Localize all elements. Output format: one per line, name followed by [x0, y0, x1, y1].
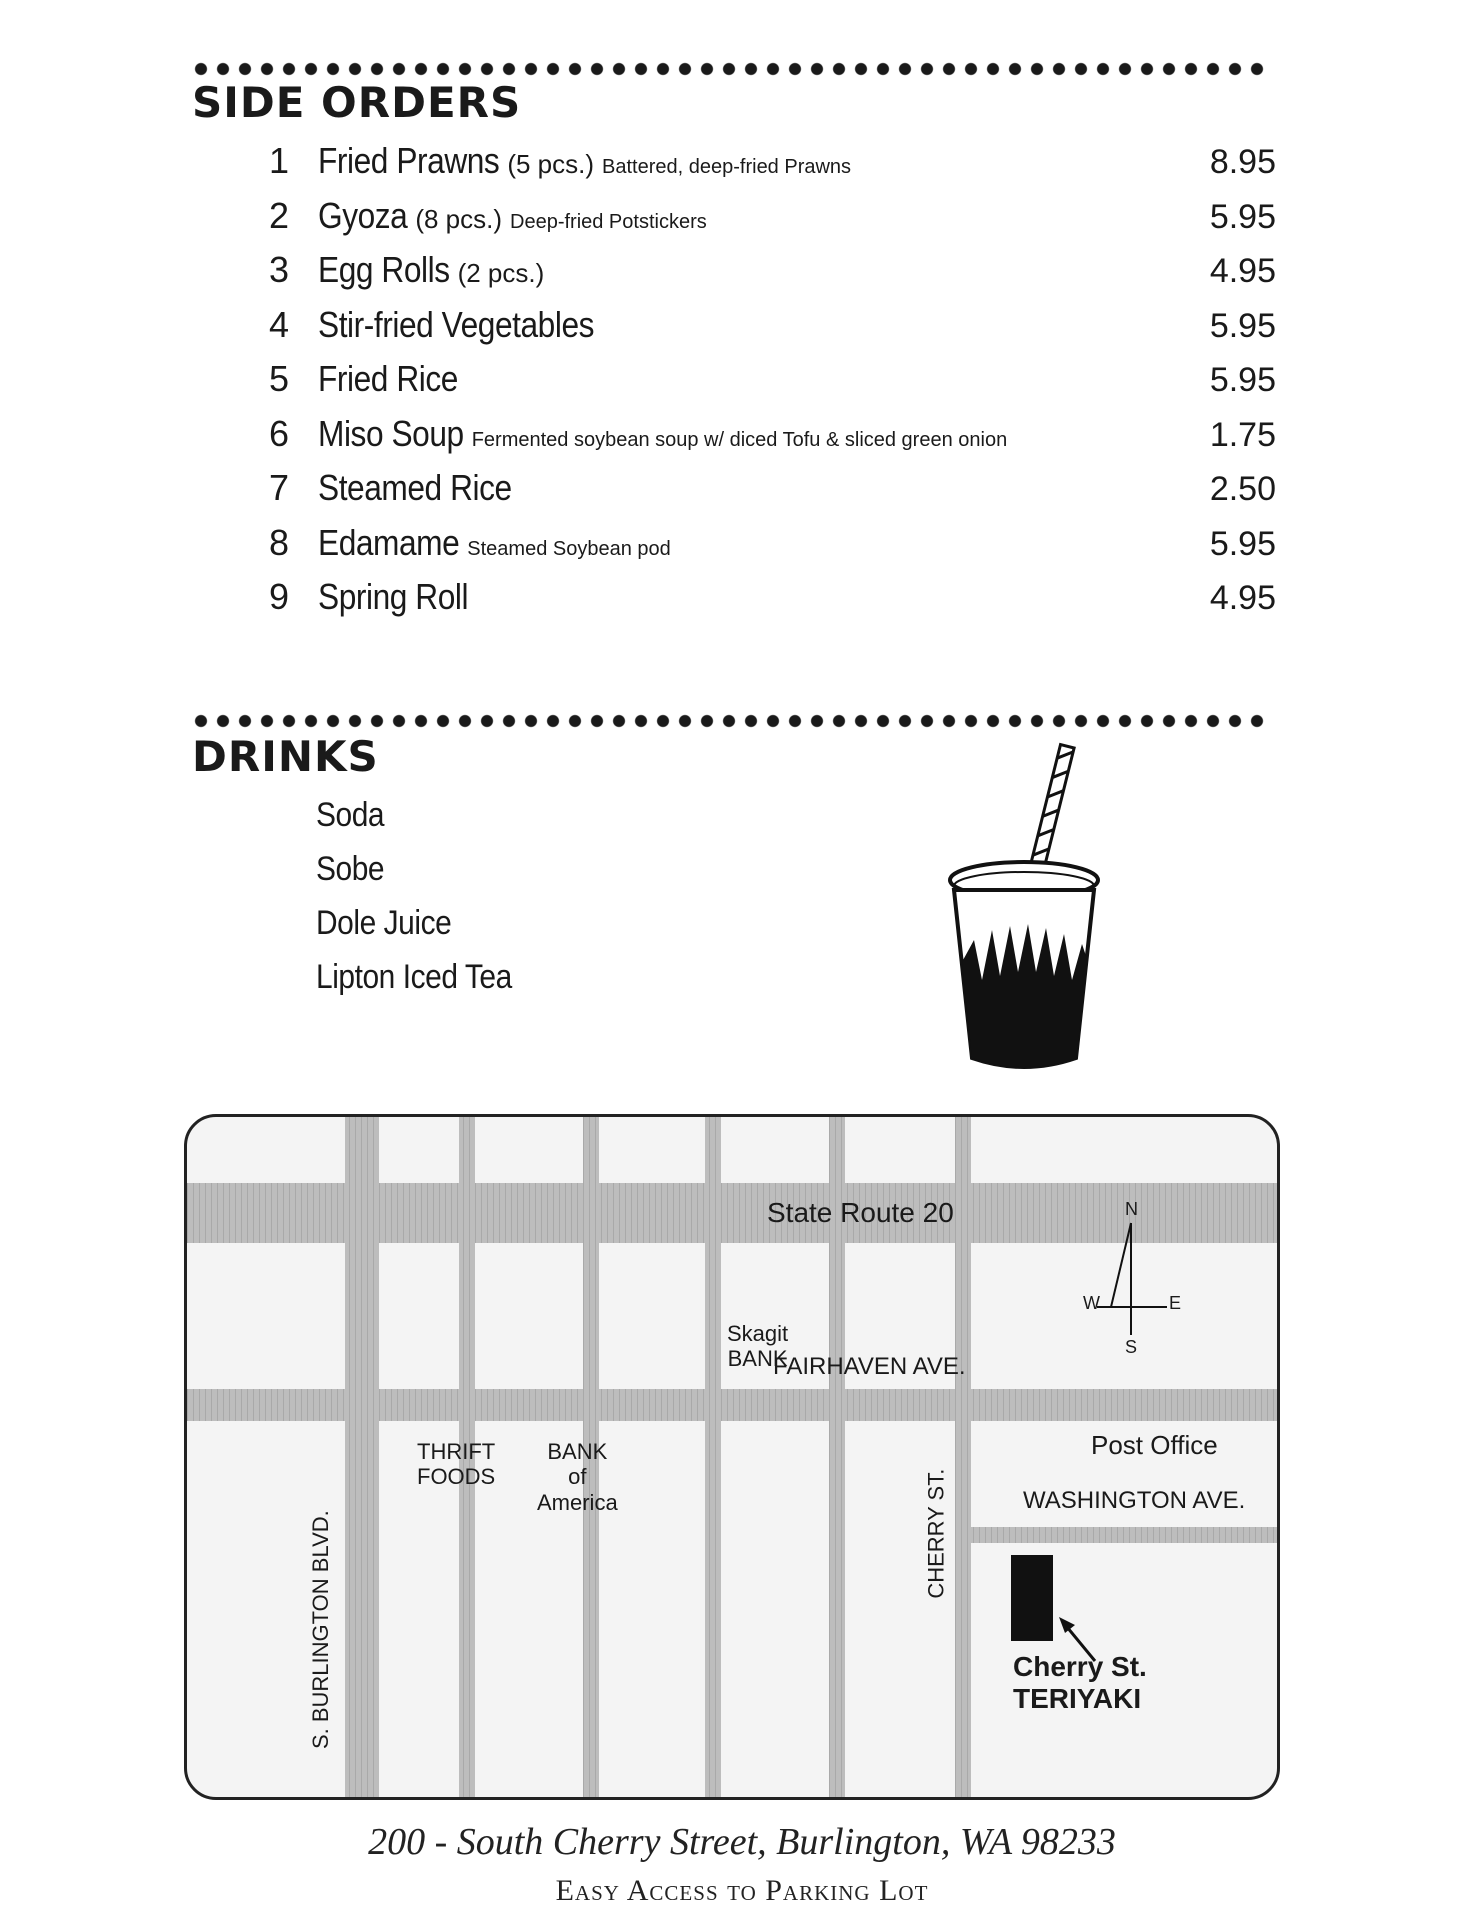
item-price: 8.95: [1209, 143, 1276, 181]
menu-item-row: [240, 522, 1276, 572]
skagit-bank-label: Skagit BANK: [727, 1321, 789, 1372]
menu-item-row: [240, 249, 1276, 299]
restaurant-label: Cherry St. TERIYAKI: [1013, 1651, 1147, 1715]
drink-item: Lipton Iced Tea: [316, 958, 512, 996]
item-name: Edamame: [318, 521, 460, 563]
post-office-label: Post Office: [1091, 1430, 1218, 1460]
item-price: 4.95: [1209, 252, 1276, 290]
fairhaven-ave-label: FAIRHAVEN AVE.: [773, 1353, 966, 1380]
address: 200 - South Cherry Street, Burlington, WA 98233: [368, 1821, 1116, 1863]
item-description: Steamed Soybean pod: [467, 537, 671, 560]
menu-item-row: [240, 140, 1276, 190]
compass-east: E: [1169, 1293, 1182, 1313]
item-name: Fried Rice: [318, 358, 458, 399]
menu-item-row: [240, 195, 1276, 245]
dot-divider-top: [190, 62, 1272, 76]
menu-item-row: [240, 358, 1276, 408]
item-price: 1.75: [1209, 415, 1276, 454]
compass-west: W: [1083, 1293, 1100, 1313]
cherry-st-label: CHERRY ST.: [923, 1468, 949, 1599]
item-description: Deep-fried Potstickers: [510, 210, 707, 233]
item-description: Fermented soybean soup w/ diced Tofu & sliced green onion: [471, 428, 1008, 451]
location-map: [184, 1114, 1280, 1800]
item-price: 5.95: [1209, 524, 1276, 563]
item-number: 2: [268, 194, 290, 236]
drink-item: Dole Juice: [316, 904, 452, 942]
drinks-heading: DRINKS: [192, 732, 379, 781]
item-name: Miso Soup: [318, 412, 464, 454]
menu-item-row: [240, 413, 1276, 463]
item-price: 4.95: [1209, 579, 1276, 617]
dot-divider-middle: [190, 714, 1272, 728]
item-name: Egg Rolls: [318, 249, 450, 290]
item-number: 3: [268, 249, 290, 290]
item-quantity: (8 pcs.): [415, 203, 502, 234]
thrift-foods-label: THRIFT FOODS: [417, 1439, 496, 1490]
compass-south: S: [1125, 1337, 1138, 1357]
washington-ave-label: WASHINGTON AVE.: [1023, 1487, 1246, 1514]
item-number: 8: [268, 521, 290, 563]
side-orders-heading: SIDE ORDERS: [192, 78, 522, 127]
menu-item-row: [240, 304, 1276, 354]
menu-item-row: [240, 467, 1276, 517]
bank-of-america-label: BANK of America: [537, 1439, 618, 1515]
item-name: Steamed Rice: [318, 467, 512, 508]
item-number: 9: [268, 576, 290, 617]
item-price: 5.95: [1209, 306, 1276, 345]
item-number: 5: [268, 358, 290, 399]
item-number: 1: [268, 140, 290, 181]
item-quantity: (2 pcs.): [457, 258, 545, 288]
item-price: 5.95: [1209, 361, 1276, 399]
item-quantity: (5 pcs.): [507, 149, 595, 179]
parking-note: Easy Access to Parking Lot: [555, 1874, 929, 1907]
item-name: Gyoza: [318, 194, 408, 236]
menu-item-row: [240, 576, 1276, 626]
item-name: Spring Roll: [318, 576, 469, 617]
drink-item: Soda: [316, 796, 385, 834]
item-name: Fried Prawns: [318, 140, 500, 181]
item-price: 5.95: [1209, 197, 1276, 236]
compass-north: N: [1125, 1199, 1138, 1219]
burlington-blvd-label: S. BURLINGTON BLVD.: [307, 1510, 333, 1750]
drink-item: Sobe: [316, 850, 385, 888]
item-number: 6: [268, 412, 290, 454]
item-number: 7: [268, 467, 290, 508]
item-description: Battered, deep-fried Prawns: [602, 156, 852, 178]
item-name: Stir-fried Vegetables: [318, 303, 595, 345]
item-number: 4: [268, 303, 290, 345]
state-route-label: State Route 20: [767, 1197, 954, 1228]
item-price: 2.50: [1209, 470, 1276, 508]
drink-cup-icon: [944, 740, 1104, 1080]
